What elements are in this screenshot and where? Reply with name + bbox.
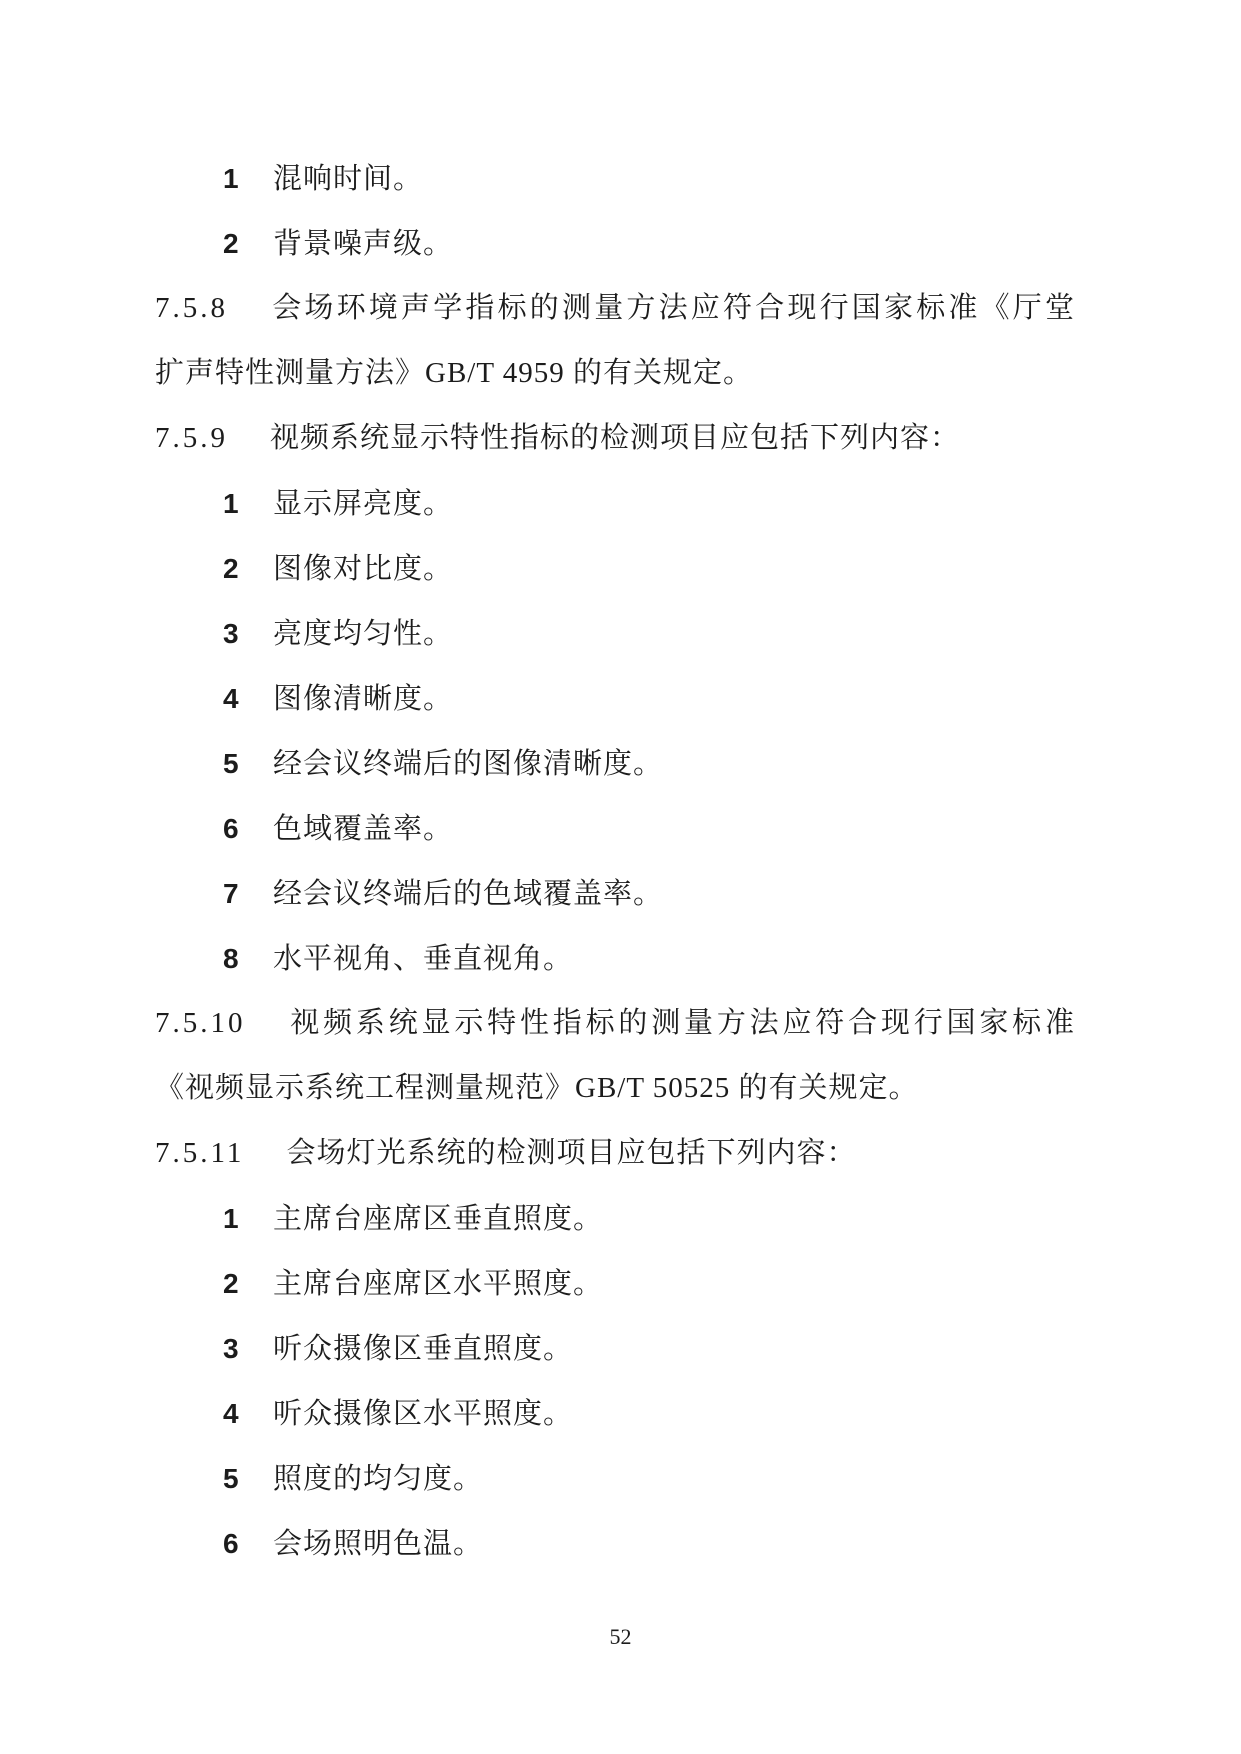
- list-item-number: 2: [223, 1268, 240, 1299]
- clause-text: 视频系统显示特性指标的测量方法应符合现行国家标准: [287, 1007, 1075, 1039]
- continuation-line: [155, 1056, 1075, 1121]
- list-item-number: 4: [223, 1398, 240, 1429]
- list-item-text: 水平视角、垂直视角。: [273, 943, 574, 975]
- list-item-text: 听众摄像区水平照度。: [273, 1398, 574, 1430]
- clause-line: [155, 276, 1075, 341]
- list-item: [155, 861, 1075, 926]
- page-number: 52: [609, 1624, 632, 1649]
- list-item-text: 显示屏亮度。: [273, 488, 454, 520]
- list-item: [155, 666, 1075, 731]
- list-item-text: 图像清晰度。: [273, 683, 454, 715]
- clause-number: 7.5.8: [155, 292, 228, 324]
- continuation-line: [155, 341, 1075, 406]
- list-item: [155, 1186, 1075, 1251]
- list-item: [155, 471, 1075, 536]
- page-footer: [0, 1624, 1241, 1650]
- list-item-number: 1: [223, 163, 240, 194]
- list-item-number: 2: [223, 553, 240, 584]
- list-item: [155, 601, 1075, 666]
- list-item: [155, 796, 1075, 861]
- list-item-text: 照度的均匀度。: [273, 1463, 484, 1495]
- list-item-number: 1: [223, 488, 240, 519]
- document-body: [155, 146, 1075, 1576]
- list-item-text: 亮度均匀性。: [273, 618, 454, 650]
- clause-number: 7.5.11: [155, 1137, 245, 1169]
- clause-text: 会场环境声学指标的测量方法应符合现行国家标准《厅堂: [270, 292, 1075, 324]
- list-item-number: 6: [223, 813, 240, 844]
- list-item-number: 5: [223, 748, 240, 779]
- continuation-text: 扩声特性测量方法》GB/T 4959 的有关规定。: [155, 357, 754, 389]
- list-item-number: 3: [223, 1333, 240, 1364]
- list-item: [155, 1511, 1075, 1576]
- list-item: [155, 1381, 1075, 1446]
- list-item-text: 主席台座席区水平照度。: [273, 1268, 604, 1300]
- clause-line: [155, 406, 1075, 471]
- list-item: [155, 146, 1075, 211]
- list-item: [155, 926, 1075, 991]
- list-item: [155, 731, 1075, 796]
- list-item: [155, 536, 1075, 601]
- list-item-number: 6: [223, 1528, 240, 1559]
- clause-number: 7.5.9: [155, 422, 228, 454]
- list-item: [155, 1251, 1075, 1316]
- list-item-text: 经会议终端后的图像清晰度。: [273, 748, 664, 780]
- clause-text: 会场灯光系统的检测项目应包括下列内容：: [286, 1137, 857, 1169]
- list-item-number: 4: [223, 683, 240, 714]
- list-item-text: 主席台座席区垂直照度。: [273, 1203, 604, 1235]
- list-item-text: 听众摄像区垂直照度。: [273, 1333, 574, 1365]
- list-item-number: 8: [223, 943, 240, 974]
- list-item-number: 7: [223, 878, 240, 909]
- clause-line: [155, 1121, 1075, 1186]
- clause-line: [155, 991, 1075, 1056]
- list-item-number: 3: [223, 618, 240, 649]
- list-item-text: 经会议终端后的色域覆盖率。: [273, 878, 664, 910]
- clause-number: 7.5.10: [155, 1007, 246, 1039]
- list-item-text: 混响时间。: [273, 163, 424, 195]
- list-item-text: 色域覆盖率。: [273, 813, 454, 845]
- list-item-number: 5: [223, 1463, 240, 1494]
- list-item-number: 2: [223, 228, 240, 259]
- list-item: [155, 1316, 1075, 1381]
- clause-text: 视频系统显示特性指标的检测项目应包括下列内容：: [270, 422, 961, 454]
- list-item: [155, 1446, 1075, 1511]
- list-item-text: 会场照明色温。: [273, 1528, 484, 1560]
- list-item-number: 1: [223, 1203, 240, 1234]
- continuation-text: 《视频显示系统工程测量规范》GB/T 50525 的有关规定。: [155, 1072, 919, 1104]
- list-item-text: 图像对比度。: [273, 553, 454, 585]
- list-item: [155, 211, 1075, 276]
- list-item-text: 背景噪声级。: [273, 228, 454, 260]
